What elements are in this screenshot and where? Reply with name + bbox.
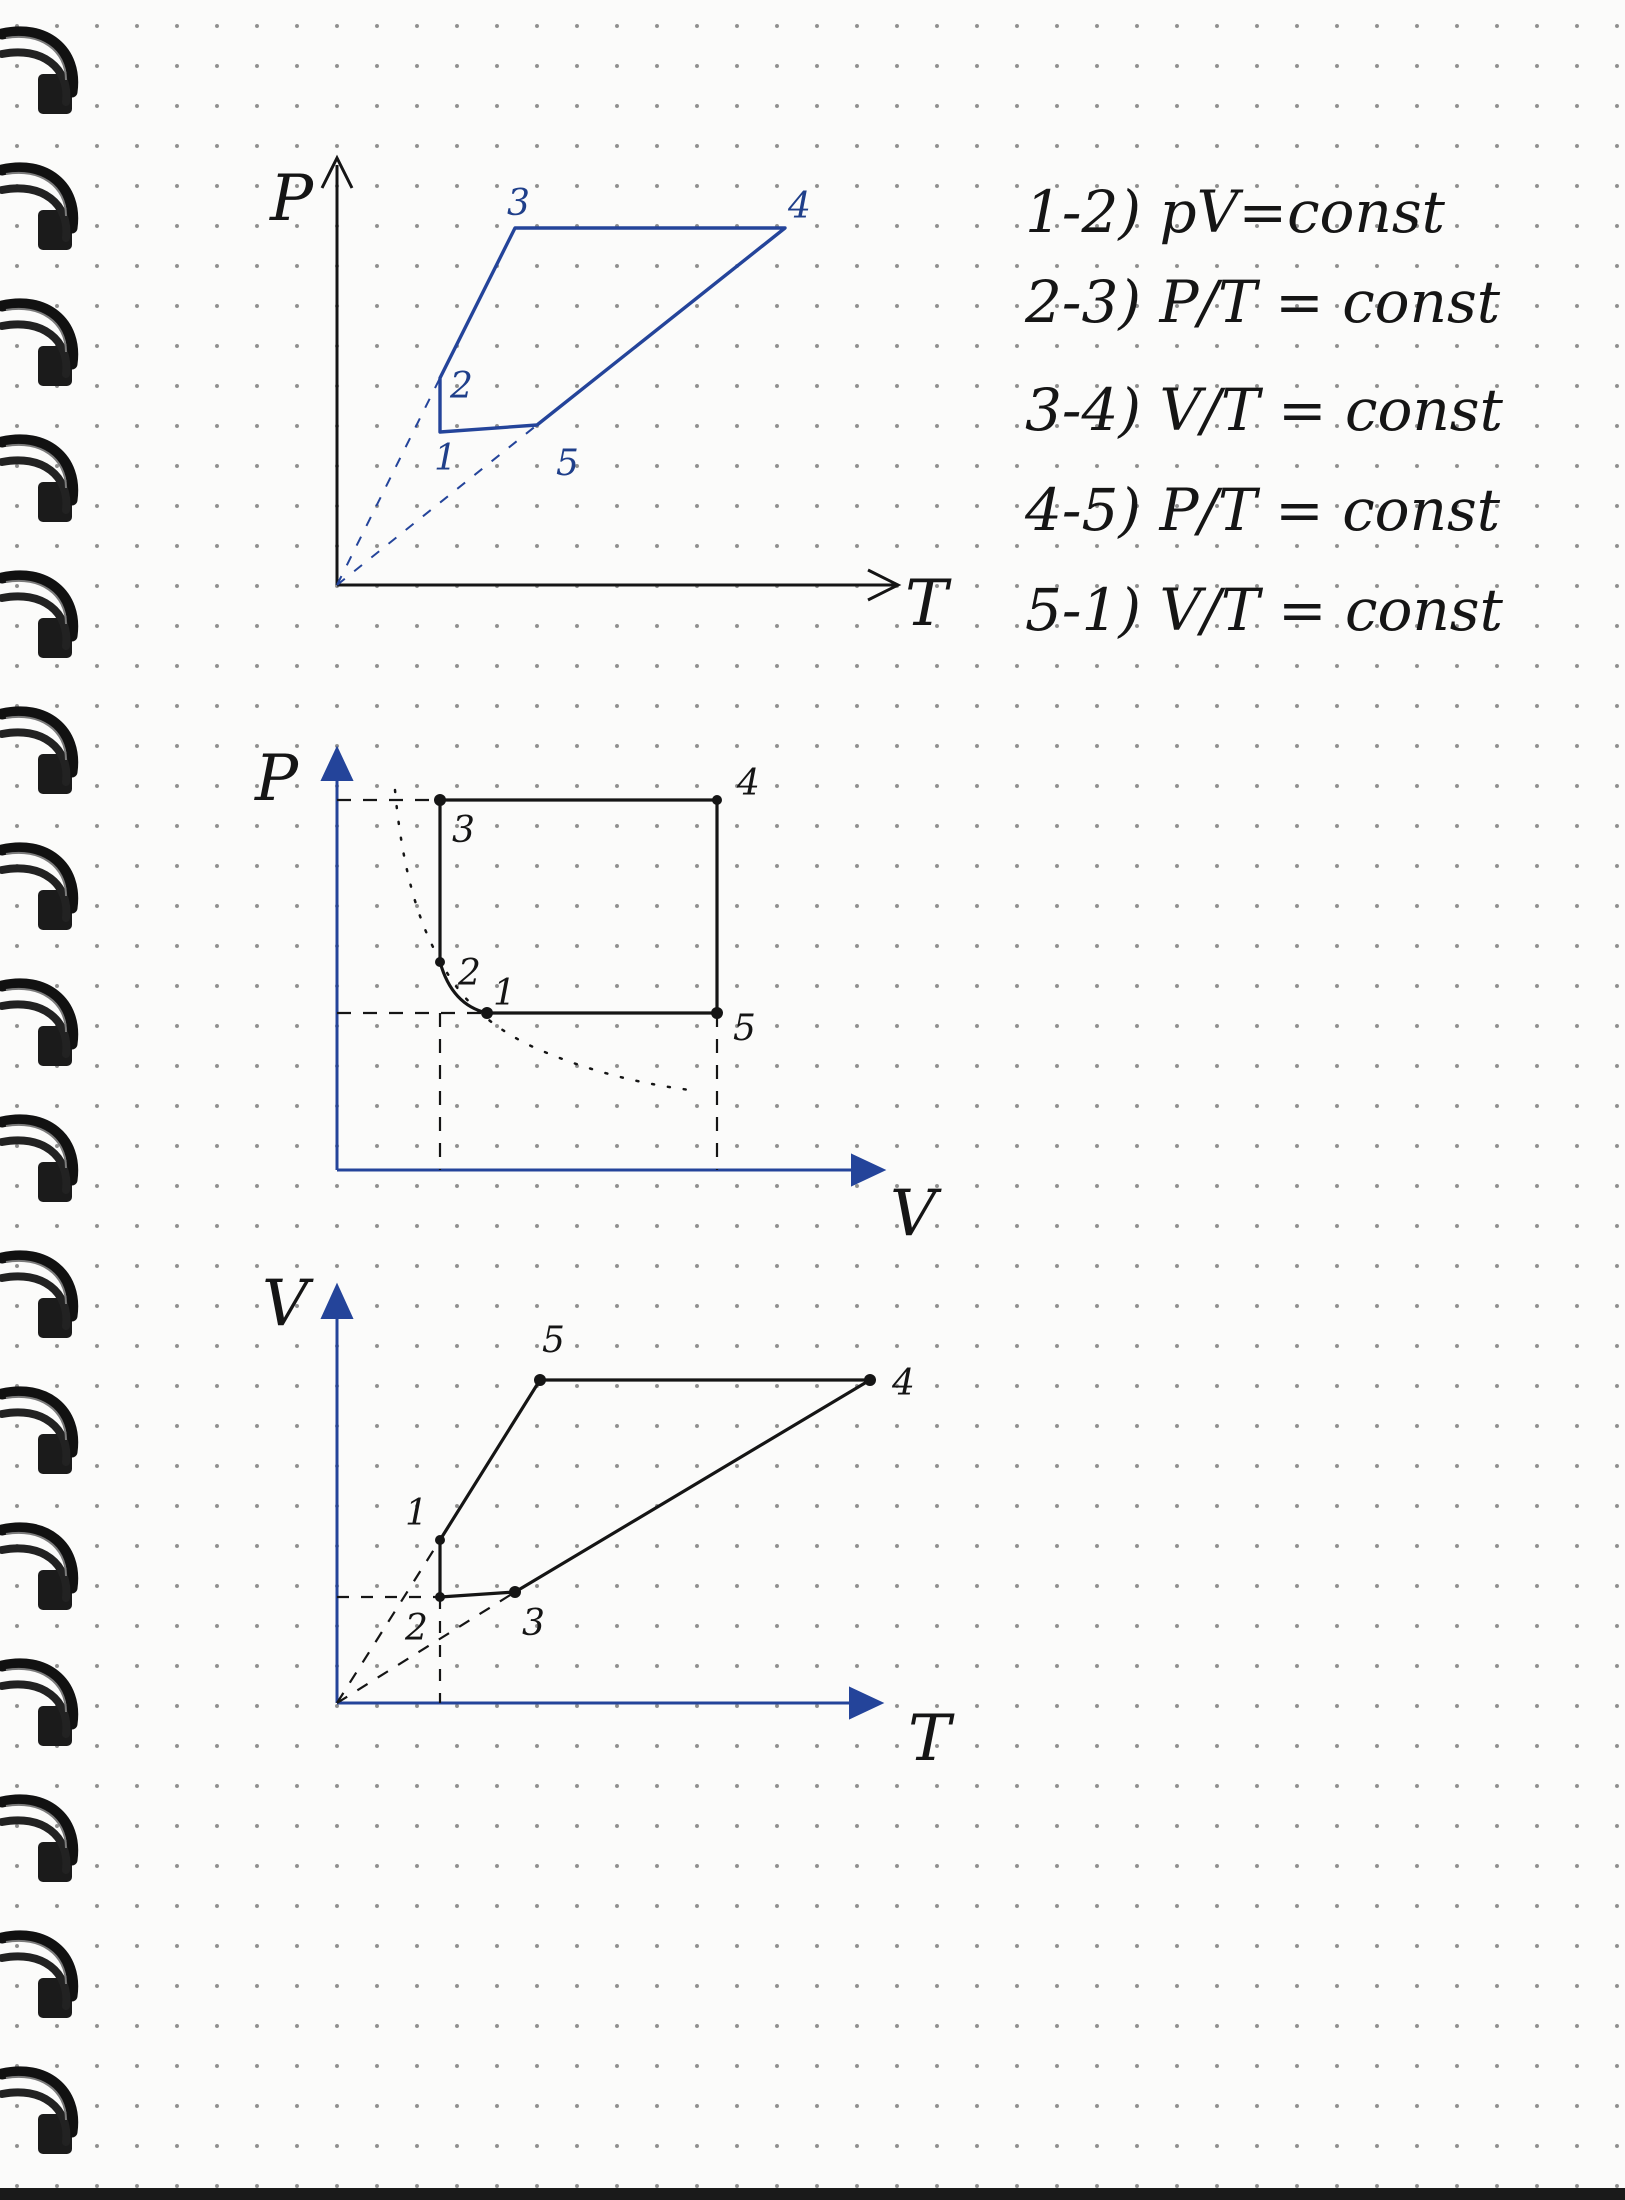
pv-point-3: 3 <box>452 810 475 851</box>
diagram-vt <box>262 1267 955 1776</box>
pv-point-2: 2 <box>458 953 481 994</box>
pv-x-label: V <box>890 1177 937 1251</box>
pt-y-label: P <box>270 162 314 236</box>
equation-4: 4-5) P/T = const <box>1025 476 1501 544</box>
page-bottom-edge <box>0 2188 1625 2200</box>
equation-list <box>1024 178 1504 644</box>
vt-cycle-path <box>440 1380 870 1597</box>
pt-point-4: 4 <box>788 186 811 227</box>
pt-point-1: 1 <box>434 438 457 479</box>
pt-point-3: 3 <box>507 183 530 224</box>
pv-y-arrow <box>322 748 352 780</box>
vt-point-5: 5 <box>542 1320 565 1361</box>
pv-x-arrow <box>852 1155 884 1185</box>
pv-point-5: 5 <box>733 1008 756 1049</box>
pv-dashed-guides <box>337 800 717 1170</box>
pv-cycle-path <box>440 800 717 1013</box>
pt-cycle-path <box>440 228 785 432</box>
vt-y-arrow <box>322 1285 352 1318</box>
pt-x-label: T <box>905 567 948 641</box>
vt-point-2: 2 <box>405 1608 428 1649</box>
pt-dashed-guides <box>337 378 537 585</box>
pv-point-4: 4 <box>737 763 760 804</box>
pt-point-5: 5 <box>556 443 579 484</box>
equation-3: 3-4) V/T = const <box>1025 376 1503 444</box>
vt-point-4: 4 <box>892 1363 915 1404</box>
vt-x-label: T <box>908 1702 951 1776</box>
pv-point-1: 1 <box>493 973 516 1014</box>
diagram-pv <box>254 742 942 1251</box>
vt-x-arrow <box>850 1688 882 1718</box>
pt-point-2: 2 <box>450 366 473 407</box>
equation-2: 2-3) P/T = const <box>1025 268 1501 336</box>
vt-point-1: 1 <box>405 1493 428 1534</box>
vt-point-3: 3 <box>522 1603 545 1644</box>
diagram-pt <box>269 158 952 641</box>
vt-y-label: V <box>262 1267 309 1341</box>
equation-1: 1-2) pV=const <box>1025 178 1445 246</box>
equation-5: 5-1) V/T = const <box>1025 576 1503 644</box>
pv-y-label: P <box>255 742 299 816</box>
